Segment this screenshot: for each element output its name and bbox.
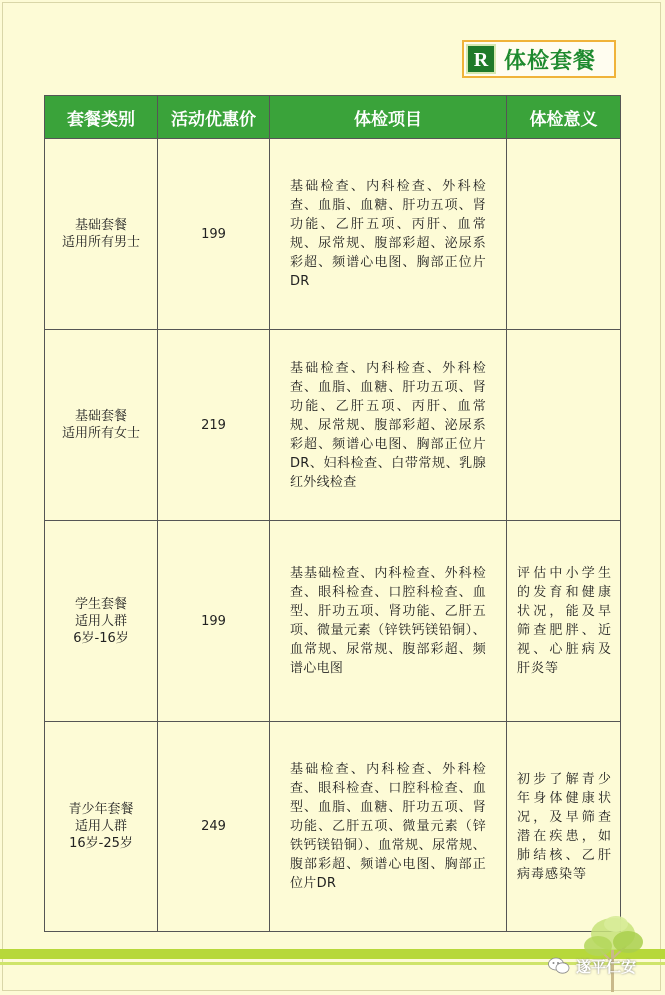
items-cell: 基础检查、内科检查、外科检查、血脂、血糖、肝功五项、肾功能、乙肝五项、丙肝、血常规、尿常规、腹部彩超、泌尿系彩超、频谱心电图、胸部正位片DR	[270, 139, 507, 330]
price-cell: 199	[158, 521, 270, 722]
category-name: 青少年套餐	[68, 802, 134, 817]
package-table	[44, 95, 621, 932]
category-name: 基础套餐	[74, 218, 127, 233]
items-cell: 基础检查、内科检查、外科检查、眼科检查、口腔科检查、血型、血脂、血糖、肝功五项、肾功能、乙肝五项、微量元素（锌铁钙镁铅铜）、血常规、尿常规、腹部彩超、频谱心电图、胸部正位片DR	[270, 722, 507, 932]
watermark-text: 遂平仁安	[576, 957, 637, 976]
category-audience: 适用所有女士	[61, 426, 140, 441]
table-header-row	[45, 96, 621, 139]
category-name: 基础套餐	[74, 409, 127, 424]
column-header-items: 体检项目	[270, 96, 507, 139]
category-cell	[45, 330, 158, 521]
category-age-range: 16岁-25岁	[69, 836, 133, 851]
price-cell: 249	[158, 722, 270, 932]
items-cell: 基基础检查、内科检查、外科检查、眼科检查、口腔科检查、血型、肝功五项、肾功能、乙肝五项、微量元素（锌铁钙镁铅铜）、血常规、尿常规、腹部彩超、频谱心电图	[270, 521, 507, 722]
column-header-meaning: 体检意义	[507, 96, 621, 139]
category-cell	[45, 722, 158, 932]
table-row	[45, 330, 621, 521]
category-audience: 适用所有男士	[61, 235, 140, 250]
brand-logo	[466, 44, 496, 74]
price-cell: 219	[158, 330, 270, 521]
table-row	[45, 521, 621, 722]
table-row	[45, 139, 621, 330]
column-header-price: 活动优惠价	[158, 96, 270, 139]
category-audience: 适用人群	[74, 613, 127, 629]
price-cell: 199	[158, 139, 270, 330]
meaning-cell	[507, 330, 621, 521]
tree-decoration-icon	[578, 912, 648, 992]
svg-text:R: R	[473, 49, 489, 71]
category-cell	[45, 521, 158, 722]
column-header-category: 套餐类别	[45, 96, 158, 139]
category-name: 学生套餐	[74, 596, 127, 612]
wechat-icon	[548, 957, 570, 975]
watermark	[548, 955, 636, 977]
category-audience: 适用人群	[74, 819, 127, 834]
meaning-cell	[507, 139, 621, 330]
section-title: 体检套餐	[504, 48, 597, 74]
meaning-cell: 评估中小学生的发育和健康状况，能及早筛查肥胖、近视、心脏病及肝炎等	[507, 521, 621, 722]
section-badge	[462, 40, 616, 78]
category-cell	[45, 139, 158, 330]
items-cell: 基础检查、内科检查、外科检查、血脂、血糖、肝功五项、肾功能、乙肝五项、丙肝、血常规、尿常规、腹部彩超、泌尿系彩超、频谱心电图、胸部正位片DR、妇科检查、白带常规、乳腺红外线检查	[270, 330, 507, 521]
category-age-range: 6岁-16岁	[73, 630, 129, 646]
table-row	[45, 722, 621, 932]
meaning-cell: 初步了解青少年身体健康状况，及早筛查潜在疾患，如肺结核、乙肝病毒感染等	[507, 722, 621, 932]
